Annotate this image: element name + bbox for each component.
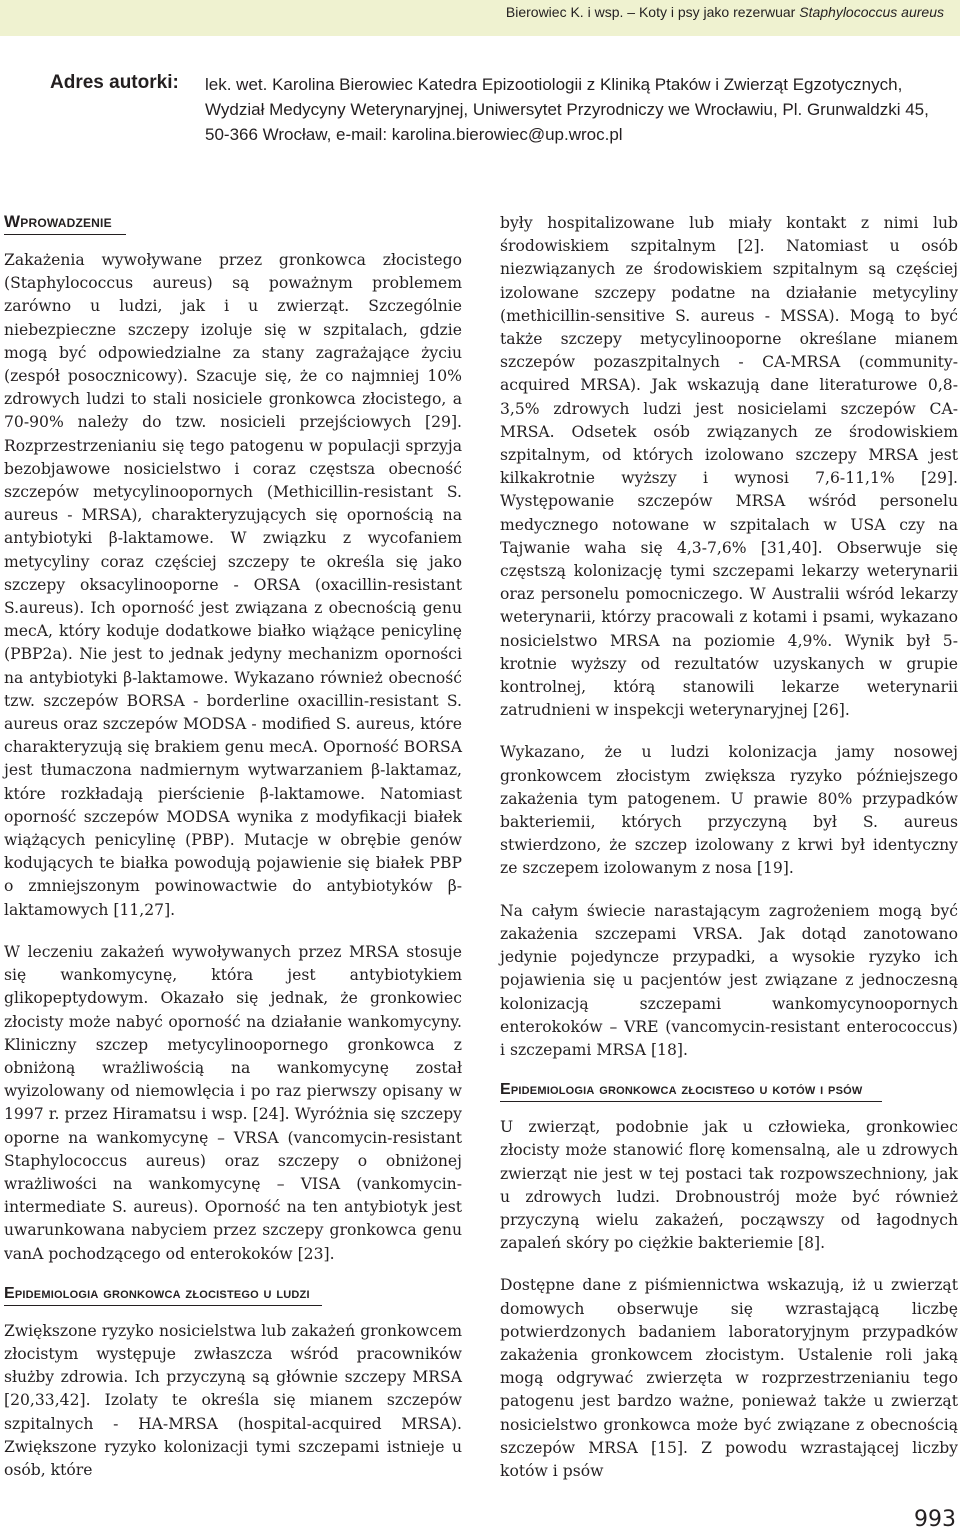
section-heading-cats-dogs-wrap (500, 1081, 958, 1102)
section-heading-cats-dogs: Epidemiologia gronkowca złocistego u kotów i psów (500, 1081, 863, 1099)
page-number: 993 (914, 1507, 956, 1532)
humans-paragraph-1: Zwiększone ryzyko nosicielstwa lub zakażeń gronkowcem złocistym występuje zwłaszcza wśród pracowników służby zdrowia. Ich przyczyną są głównie szczepy MRSA [20,33,42]. Izolaty te określa się mianem szczepów szpitalnych - HA-MRSA (hospital-acquired MRSA). Zwiększone ryzyko kolonizacji tymi szczepami istnieje u osób, które (4, 1321, 462, 1479)
right-column (500, 212, 958, 1502)
author-address-text: lek. wet. Karolina Bierowiec Katedra Epizootiologii z Kliniką Ptaków i Zwierząt Egzotycznych, Wydział Medycyny Weterynaryjnej, Uniwersytet Przyrodniczy we Wrocławiu, Pl. Grunwaldzki 45, 50-366 Wrocław, e-mail: karolina.bierowiec@up.wroc.pl (205, 75, 929, 144)
right-paragraph-1: były hospitalizowane lub miały kontakt z nimi lub środowiskiem szpitalnym [2]. Natomiast u osób niezwiązanych ze środowiskiem szpitalnym są częściej izolowane szczepy podatne na działanie metycyliny (methicillin-sensitive S. aureus - MSSA). Mogą to być także szczepy metycylinooporne określane mianem szczepów pozaszpitalnych - CA-MRSA (community-acquired MRSA). Jak wskazują dane literaturowe 0,8-3,5% zdrowych ludzi jest nosicielami szczepów CA-MRSA. Odsetek osób związanych ze środowiskiem szpitalnym, od których izolowano szczepy MRSA jest kilkakrotnie wyższy i wynosi 7,6-11,1% [29]. Występowanie szczepów MRSA wśród personelu medycznego notowane w szpitalach w USA czy na Tajwanie waha się 4,3-7,6% [31,40]. Obserwuje się częstszą kolonizację tymi szczepami lekarzy weterynarii oraz personelu pomocniczego. W Australii wśród lekarzy weterynarii, którzy pracowali z kotami i psami, wykazano nosicielstwo MRSA na poziomie 4,9%. Wynik był 5-krotnie wyższy od rezultatów uzyskanych w grupie kontrolnej, którą stanowili lekarze weterynarii zatrudnieni w inspekcji weterynaryjnej [26]. (500, 214, 958, 720)
right-paragraph-3: Na całym świecie narastającym zagrożeniem mogą być zakażenia szczepami VRSA. Jak dotąd zanotowano jedynie pojedyncze przypadki, a wysokie ryzyko ich pojawienia się u pacjentów jest związane z jednoczesną kolonizacją szczepami wankomycynoopornych enterokoków – VRE (vancomycin-resistant enterococcus) i szczepami MRSA [18]. (500, 901, 958, 1059)
cats-dogs-paragraph-1: U zwierząt, podobnie jak u człowieka, gronkowiec złocisty może stanowić florę komensalną, ale u zdrowych zwierząt nie jest w tej postaci tak rozpowszechniony, jak u zdrowych ludzi. Drobnoustrój może być również przyczyną wielu zakażeń, począwszy od łagodnych zapaleń skóry po ciężkie bakteriemie [8]. (500, 1118, 958, 1253)
cats-dogs-paragraph-2: Dostępne dane z piśmiennictwa wskazują, iż u zwierząt domowych obserwuje się wzrastającą liczbę potwierdzonych badaniem laboratoryjnym przypadków zakażenia gronkowcem złocistym. Ustalenie roli jaką mogą odgrywać zwierzęta w rozprzestrzenianiu tego patogenu jest bardzo ważne, ponieważ także u zwierząt nosicielstwo gronkowca może być związane z obecnością szczepów MRSA [15]. Z powodu wzrastającej liczby kotów i psów (500, 1276, 958, 1480)
right-paragraph-2: Wykazano, że u ludzi kolonizacja jamy nosowej gronkowcem złocistym zwiększa ryzyko późniejszego zakażenia tym patogenem. U prawie 80% przypadków bakteriemii, których przyczyną był S. aureus stwierdzono, że szczep izolowany z krwi był identyczny ze szczepem izolowanym z nosa [19]. (500, 743, 958, 878)
running-header (0, 0, 960, 36)
running-header-text (506, 4, 944, 20)
intro-paragraph-2: W leczeniu zakażeń wywoływanych przez MRSA stosuje się wankomycynę, która jest antybiotykiem glikopeptydowym. Okazało się jednak, że gronkowiec złocisty może nabyć oporność na działanie wankomycyny. Kliniczny szczep metycylinoopornego gronkowca z obniżoną wrażliwością na wankomycynę został wyizolowany od niemowlęcia i po raz pierwszy opisany w 1997 r. przez Hiramatsu i wsp. [24]. Wyróżnia się szczepy oporne na wankomycynę – VRSA (vancomycin-resistant Staphylococcus aureus) oraz szczepy o obniżonej wrażliwości na wankomycynę – VISA (vankomycin-intermediate S. aureus). Oporność na ten antybiotyk jest uwarunkowana nabyciem przez szczepy gronkowca genu vanA pochodzącego od enterokoków [23]. (4, 942, 462, 1263)
author-address-label: Adres autorki: (50, 72, 179, 93)
heading-rule (500, 1101, 882, 1102)
running-header-italic: Staphylococcus aureus (799, 4, 944, 20)
intro-paragraph-1: Zakażenia wywoływane przez gronkowca złocistego (Staphylococcus aureus) są poważnym problemem zarówno u ludzi, jak i u zwierząt. Szczególnie niebezpieczne szczepy izoluje się w szpitalach, gdzie mogą być odpowiedzialne za stany zagrażające życiu (zespół posocznicowy). Szacuje się, że co najmniej 10% zdrowych ludzi to stali nosiciele gronkowca złocistego, a 70-90% należy do tzw. nosicieli przejściowych [29]. Rozprzestrzenianiu się tego patogenu w populacji sprzyja bezobjawowe nosicielstwo i coraz częstsza obecność szczepów metycylinoopornych (Methicillin-resistant S. aureus - MRSA), charakteryzujących się opornością na antybiotyki β-laktamowe. W związku z wycofaniem metycyliny coraz częściej szczepy te określa się jako szczepy oksacylinooporne - ORSA (oxacillin-resistant S.aureus). Ich oporność jest związana z obecnością genu mecA, który koduje dodatkowe białko wiążące penicylinę (PBP2a). Nie jest to jednak jedyny mechanizm oporności na antybiotyki β-laktamowe. Wykazano również obecność tzw. szczepów BORSA - borderline oxacillin-resistant S. aureus oraz szczepów MODSA - modified S. aureus, które charakteryzują się brakiem genu mecA. Oporność BORSA jest tłumaczona nadmiernym wytwarzaniem β-laktamaz, które rozkładają pierścienie β-laktamowe. Natomiast oporność szczepów MODSA wynika z modyfikacji białek wiążących penicylinę (PBP). Mutacje w obrębie genów kodujących te białka powodują pojawienie się białek PBP o zmniejszonym powinowactwie do antybiotyków β-laktamowych [11,27]. (4, 251, 462, 919)
section-heading-intro-wrap (4, 212, 462, 235)
section-heading-humans: Epidemiologia gronkowca złocistego u ludzi (4, 1284, 310, 1302)
running-header-plain: Bierowiec K. i wsp. – Koty i psy jako rezerwuar (505, 4, 800, 20)
left-column (4, 212, 462, 1501)
section-heading-intro: Wprowadzenie (4, 212, 112, 231)
heading-rule (4, 234, 126, 235)
section-heading-humans-wrap (4, 1285, 462, 1306)
heading-rule (4, 1305, 322, 1306)
